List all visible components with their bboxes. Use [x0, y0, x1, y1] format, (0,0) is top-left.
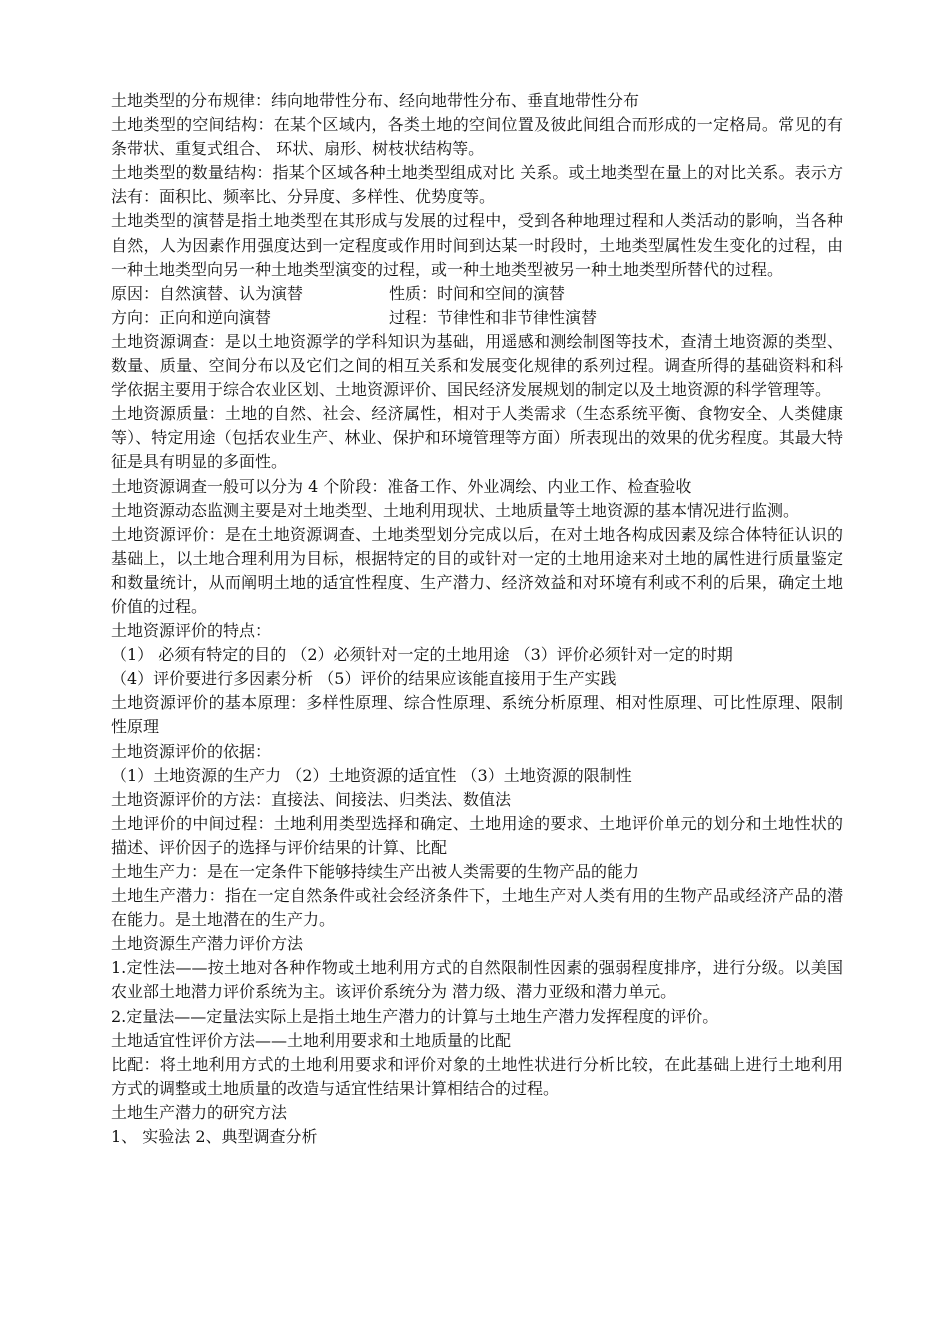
paragraph-quantity-structure: 土地类型的数量结构：指某个区域各种土地类型组成对比 关系。或土地类型在量上的对比关系。表示方法有：面积比、频率比、分异度、多样性、优势度等。: [111, 163, 843, 207]
paragraph-resource-evaluation: 土地资源评价：是在土地资源调查、土地类型划分完成以后，在对土地各构成因素及综合体特征认识的基础上，以土地合理利用为目标，根据特定的目的或针对一定的土地用途来对土地的属性进行质量鉴定和数量统计，从而阐明土地的适宜性程度、生产潜力、经济效益和对环境有利或不利的后果，确定土地价值的过程。: [111, 524, 843, 616]
paragraph-evaluation-features-1: （1） 必须有特定的目的 （2）必须针对一定的土地用途 （3）评价必须针对一定的时期: [111, 645, 733, 665]
succession-process: 过程：节律性和非节律性演替: [389, 307, 598, 327]
paragraph-potential-evaluation-methods: 土地资源生产潜力评价方法: [111, 934, 304, 954]
paragraph-spatial-structure: 土地类型的空间结构：在某个区域内，各类土地的空间位置及彼此间组合而形成的一定格局。常见的有条带状、重复式组合、 环状、扇形、树枝状结构等。: [111, 115, 843, 159]
paragraph-qualitative-method: 1.定性法——按土地对各种作物或土地利用方式的自然限制性因素的强弱程度排序，进行分级。以美国农业部土地潜力评价系统为主。该评价系统分为 潜力级、潜力亚级和潜力单元。: [111, 958, 843, 1002]
paragraph-survey-stages: 土地资源调查一般可以分为 4 个阶段：准备工作、外业凋绘、内业工作、检查验收: [111, 476, 692, 496]
paragraph-production-potential: 土地生产潜力：指在一定自然条件或社会经济条件下，土地生产对人类有用的生物产品或经济产品的潜在能力。是土地潜在的生产力。: [111, 886, 843, 930]
paragraph-succession: 土地类型的演替是指土地类型在其形成与发展的过程中，受到各种地理过程和人类活动的影响，当各种自然，人为因素作用强度达到一定程度或作用时间到达某一时段时，土地类型属性发生变化的过程，由一种土地类型向另一种土地类型演变的过程，或一种土地类型被另一种土地类型所替代的过程。: [111, 211, 843, 279]
paragraph-research-methods-items: 1、 实验法 2、典型调查分析: [111, 1127, 318, 1147]
paragraph-evaluation-features-2: （4）评价要进行多因素分析 （5）评价的结果应该能直接用于生产实践: [111, 669, 617, 689]
succession-direction: 方向：正向和逆向演替: [111, 307, 272, 327]
paragraph-evaluation-features-heading: 土地资源评价的特点：: [111, 621, 272, 641]
paragraph-evaluation-basis-heading: 土地资源评价的依据：: [111, 741, 272, 761]
paragraph-resource-survey: 土地资源调查：是以土地资源学的学科知识为基础，用遥感和测绘制图等技术，查清土地资源的类型、数量、质量、空间分布以及它们之间的相互关系和发展变化规律的系列过程。调查所得的基础资料和科学依据主要用于综合农业区划、土地资源评价、国民经济发展规划的制定以及土地资源的科学管理等。: [111, 331, 843, 400]
succession-cause: 原因：自然演替、认为演替: [111, 283, 304, 303]
paragraph-suitability-method: 土地适宜性评价方法——土地利用要求和土地质量的比配: [111, 1030, 512, 1050]
paragraph-evaluation-intermediate-process: 土地评价的中间过程：土地利用类型选择和确定、土地用途的要求、土地评价单元的划分和土地性状的描述、评价因子的选择与评价结果的计算、比配: [111, 813, 843, 857]
document-page: [111, 89, 843, 1149]
paragraph-land-productivity: 土地生产力：是在一定条件下能够持续生产出被人类需要的生物产品的能力: [111, 862, 640, 881]
succession-nature: 性质：时间和空间的演替: [389, 283, 566, 303]
succession-cause-nature-row: [111, 282, 843, 306]
paragraph-evaluation-methods: 土地资源评价的方法：直接法、间接法、归类法、数值法: [111, 789, 512, 809]
paragraph-dynamic-monitoring: 土地资源动态监测主要是对土地类型、土地利用现状、土地质量等土地资源的基本情况进行监测。: [111, 500, 800, 520]
paragraph-resource-quality: 土地资源质量：土地的自然、社会、经济属性，相对于人类需求（生态系统平衡、食物安全、人类健康等）、特定用途（包括农业生产、林业、保护和环境管理等方面）所表现出的效果的优劣程度。其最大特征是具有明显的多面性。: [111, 404, 843, 472]
paragraph-distribution-law: 土地类型的分布规律：纬向地带性分布、经向地带性分布、垂直地带性分布: [111, 91, 640, 110]
paragraph-potential-research-methods: 土地生产潜力的研究方法: [111, 1102, 288, 1122]
paragraph-evaluation-principles: 土地资源评价的基本原理：多样性原理、综合性原理、系统分析原理、相对性原理、可比性原理、限制性原理: [111, 693, 843, 737]
paragraph-quantitative-method: 2.定量法——定量法实际上是指土地生产潜力的计算与土地生产潜力发挥程度的评价。: [111, 1006, 719, 1026]
paragraph-evaluation-basis-items: （1）土地资源的生产力 （2）土地资源的适宜性 （3）土地资源的限制性: [111, 765, 632, 785]
paragraph-matching: 比配：将土地利用方式的土地利用要求和评价对象的土地性状进行分析比较，在此基础上进行土地利用方式的调整或土地质量的改造与适宜性结果计算相结合的过程。: [111, 1054, 843, 1098]
succession-direction-process-row: [111, 306, 843, 330]
